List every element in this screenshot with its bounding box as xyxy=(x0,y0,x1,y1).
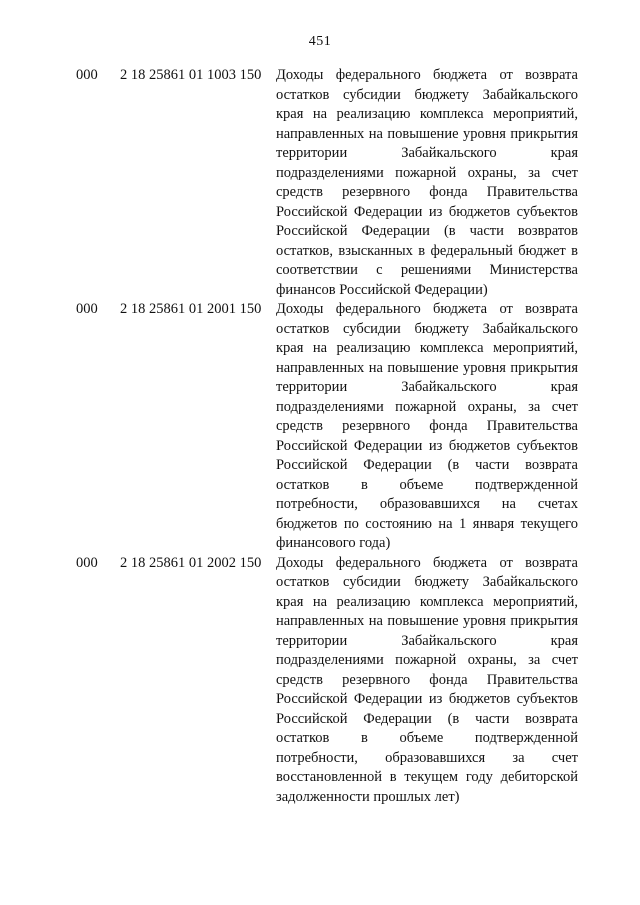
classification-table xyxy=(68,66,588,807)
income-description: Доходы федерального бюджета от возврата остатков субсидии бюджету Забайкальского края на реализацию комплекса мероприятий, направленных на повышение уровня прикрытия территории Забайкальского края подразделениями пожарной охраны, за счет средств резервного фонда Правительства Российской Федерации из бюджетов субъектов Российской Федерации (в части возвратов остатков, взысканных в федеральный бюджет в соответствии с решениями Министерства финансов Российской Федерации) xyxy=(276,67,578,298)
budget-classification-code: 2 18 25861 01 2002 150 xyxy=(120,554,262,571)
table-row xyxy=(68,300,588,554)
table-row xyxy=(68,554,588,808)
admin-code: 000 xyxy=(76,67,98,83)
budget-classification-code: 2 18 25861 01 1003 150 xyxy=(120,67,262,83)
budget-classification-code: 2 18 25861 01 2001 150 xyxy=(120,301,262,317)
table-row xyxy=(68,66,588,300)
page-number: 451 xyxy=(308,34,332,49)
admin-code: 000 xyxy=(76,301,98,317)
admin-code: 000 xyxy=(76,554,98,571)
income-description: Доходы федерального бюджета от возврата остатков субсидии бюджету Забайкальского края на реализацию комплекса мероприятий, направленных на повышение уровня прикрытия территории Забайкальского края подразделениями пожарной охраны, за счет средств резервного фонда Правительства Российской Федерации из бюджетов субъектов Российской Федерации (в части возврата остатков в объеме подтвержденной потребности, образовавшихся на счетах бюджетов по состоянию на 1 января текущего финансового года) xyxy=(276,301,578,551)
income-description: Доходы федерального бюджета от возврата остатков субсидии бюджету Забайкальского края на реализацию комплекса мероприятий, направленных на повышение уровня прикрытия территории Забайкальского края подразделениями пожарной охраны, за счет средств резервного фонда Правительства Российской Федерации из бюджетов субъектов Российской Федерации (в части возврата остатков в объеме подтвержденной потребности, образовавшихся за счет восстановленной в текущем году дебиторской задолженности прошлых лет) xyxy=(276,554,578,805)
